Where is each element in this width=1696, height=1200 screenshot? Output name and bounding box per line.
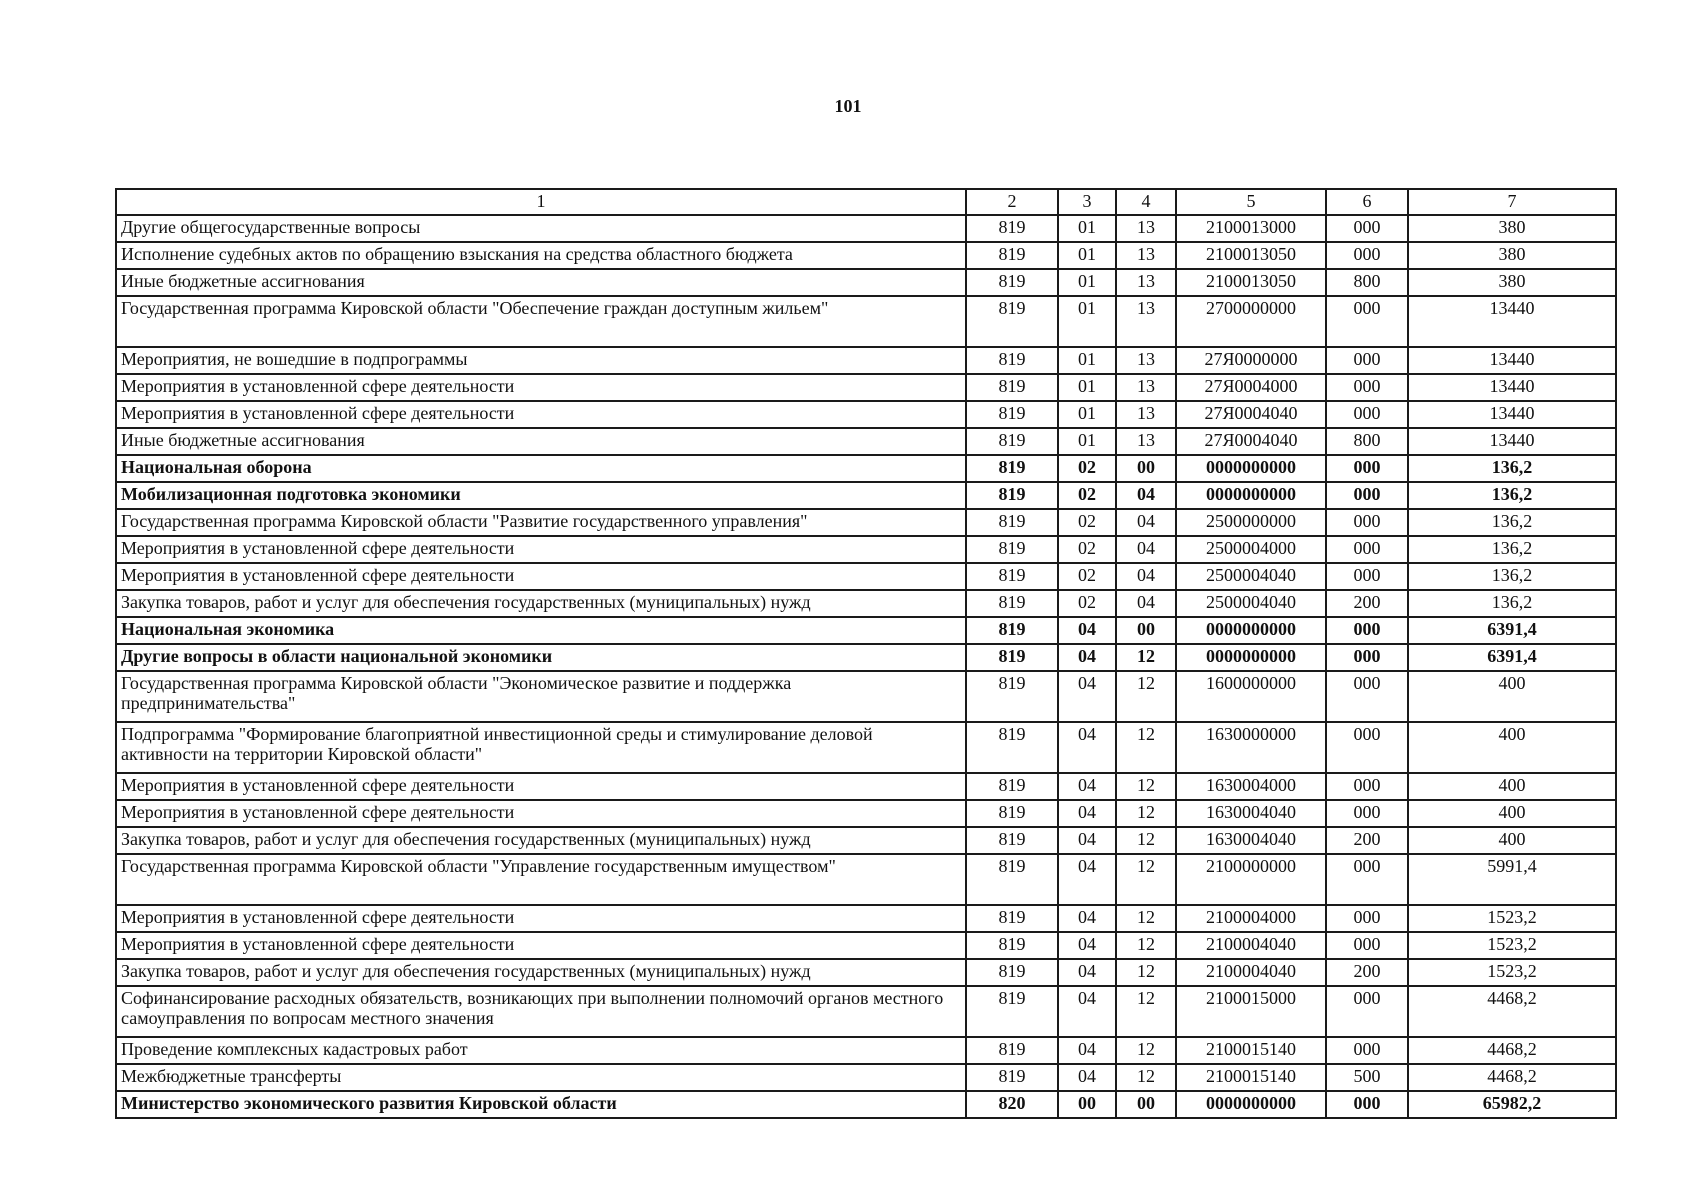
cell-target-article: 2500004040	[1176, 563, 1326, 590]
cell-expense-type: 000	[1326, 536, 1408, 563]
cell-amount: 136,2	[1408, 509, 1616, 536]
cell-expense-type: 000	[1326, 617, 1408, 644]
cell-code: 819	[966, 959, 1058, 986]
cell-amount: 1523,2	[1408, 932, 1616, 959]
column-header: 1	[116, 189, 966, 215]
cell-code: 819	[966, 455, 1058, 482]
table-row	[116, 932, 1616, 959]
table-row	[116, 617, 1616, 644]
table-row	[116, 1091, 1616, 1118]
table-row	[116, 269, 1616, 296]
cell-expense-type: 800	[1326, 269, 1408, 296]
row-name: Государственная программа Кировской области "Обеспечение граждан доступным жильем"	[116, 296, 966, 347]
cell-subsection: 04	[1116, 563, 1176, 590]
table-row	[116, 590, 1616, 617]
cell-amount: 380	[1408, 242, 1616, 269]
table-row	[116, 959, 1616, 986]
table-row	[116, 671, 1616, 722]
cell-expense-type: 000	[1326, 563, 1408, 590]
cell-target-article: 1630004040	[1176, 800, 1326, 827]
cell-subsection: 00	[1116, 1091, 1176, 1118]
cell-target-article: 1630004040	[1176, 827, 1326, 854]
cell-subsection: 12	[1116, 800, 1176, 827]
cell-expense-type: 000	[1326, 347, 1408, 374]
cell-subsection: 12	[1116, 959, 1176, 986]
cell-expense-type: 000	[1326, 986, 1408, 1037]
cell-code: 819	[966, 1064, 1058, 1091]
cell-expense-type: 000	[1326, 401, 1408, 428]
cell-section: 04	[1058, 800, 1116, 827]
row-name: Софинансирование расходных обязательств, возникающих при выполнении полномочий органов местного самоуправления по вопросам местного значения	[116, 986, 966, 1037]
cell-code: 819	[966, 536, 1058, 563]
cell-target-article: 2100004000	[1176, 905, 1326, 932]
cell-amount: 136,2	[1408, 590, 1616, 617]
table-row	[116, 722, 1616, 773]
table-row	[116, 242, 1616, 269]
column-header: 5	[1176, 189, 1326, 215]
cell-subsection: 13	[1116, 242, 1176, 269]
cell-code: 819	[966, 800, 1058, 827]
row-name: Подпрограмма "Формирование благоприятной инвестиционной среды и стимулирование деловой активности на территории Кировской области"	[116, 722, 966, 773]
cell-section: 04	[1058, 773, 1116, 800]
cell-target-article: 0000000000	[1176, 1091, 1326, 1118]
cell-target-article: 27Я0004040	[1176, 428, 1326, 455]
cell-amount: 400	[1408, 671, 1616, 722]
cell-target-article: 0000000000	[1176, 644, 1326, 671]
cell-amount: 380	[1408, 215, 1616, 242]
cell-amount: 380	[1408, 269, 1616, 296]
cell-code: 819	[966, 563, 1058, 590]
cell-target-article: 1630000000	[1176, 722, 1326, 773]
cell-code: 819	[966, 722, 1058, 773]
cell-subsection: 12	[1116, 671, 1176, 722]
row-name: Иные бюджетные ассигнования	[116, 428, 966, 455]
cell-section: 02	[1058, 536, 1116, 563]
cell-code: 819	[966, 296, 1058, 347]
cell-expense-type: 200	[1326, 827, 1408, 854]
cell-section: 01	[1058, 428, 1116, 455]
table-row	[116, 347, 1616, 374]
cell-subsection: 13	[1116, 269, 1176, 296]
cell-target-article: 2100015000	[1176, 986, 1326, 1037]
table-row	[116, 905, 1616, 932]
cell-code: 819	[966, 374, 1058, 401]
table-row	[116, 374, 1616, 401]
cell-code: 819	[966, 215, 1058, 242]
table-row	[116, 509, 1616, 536]
cell-expense-type: 800	[1326, 428, 1408, 455]
cell-amount: 13440	[1408, 296, 1616, 347]
cell-amount: 400	[1408, 773, 1616, 800]
header-row	[116, 189, 1616, 215]
cell-section: 02	[1058, 455, 1116, 482]
cell-section: 04	[1058, 722, 1116, 773]
cell-subsection: 12	[1116, 986, 1176, 1037]
cell-target-article: 2100013050	[1176, 242, 1326, 269]
row-name: Мероприятия в установленной сфере деятельности	[116, 905, 966, 932]
cell-section: 04	[1058, 617, 1116, 644]
cell-amount: 136,2	[1408, 536, 1616, 563]
cell-code: 819	[966, 347, 1058, 374]
cell-expense-type: 000	[1326, 722, 1408, 773]
row-name: Закупка товаров, работ и услуг для обеспечения государственных (муниципальных) нужд	[116, 590, 966, 617]
cell-section: 04	[1058, 827, 1116, 854]
table-body	[116, 215, 1616, 1118]
cell-code: 819	[966, 671, 1058, 722]
cell-subsection: 13	[1116, 215, 1176, 242]
cell-subsection: 13	[1116, 347, 1176, 374]
cell-code: 819	[966, 401, 1058, 428]
cell-subsection: 12	[1116, 773, 1176, 800]
cell-section: 02	[1058, 590, 1116, 617]
row-name: Межбюджетные трансферты	[116, 1064, 966, 1091]
cell-target-article: 2100013000	[1176, 215, 1326, 242]
row-name: Другие общегосударственные вопросы	[116, 215, 966, 242]
page-number: 101	[834, 96, 862, 116]
cell-subsection: 04	[1116, 509, 1176, 536]
cell-code: 819	[966, 827, 1058, 854]
cell-amount: 5991,4	[1408, 854, 1616, 905]
table-row	[116, 800, 1616, 827]
cell-amount: 1523,2	[1408, 905, 1616, 932]
cell-expense-type: 000	[1326, 242, 1408, 269]
table-row	[116, 482, 1616, 509]
cell-section: 01	[1058, 269, 1116, 296]
cell-section: 01	[1058, 215, 1116, 242]
cell-section: 04	[1058, 671, 1116, 722]
cell-code: 819	[966, 854, 1058, 905]
table-row	[116, 986, 1616, 1037]
row-name: Другие вопросы в области национальной экономики	[116, 644, 966, 671]
table-row	[116, 1064, 1616, 1091]
cell-expense-type: 200	[1326, 959, 1408, 986]
cell-target-article: 27Я0004000	[1176, 374, 1326, 401]
cell-code: 819	[966, 1037, 1058, 1064]
cell-amount: 400	[1408, 722, 1616, 773]
cell-expense-type: 000	[1326, 854, 1408, 905]
cell-subsection: 12	[1116, 854, 1176, 905]
table-row	[116, 296, 1616, 347]
table-row	[116, 536, 1616, 563]
cell-amount: 400	[1408, 800, 1616, 827]
cell-target-article: 2100004040	[1176, 932, 1326, 959]
cell-code: 819	[966, 242, 1058, 269]
cell-amount: 136,2	[1408, 455, 1616, 482]
cell-subsection: 12	[1116, 644, 1176, 671]
column-header: 3	[1058, 189, 1116, 215]
cell-expense-type: 000	[1326, 374, 1408, 401]
table-row	[116, 455, 1616, 482]
cell-subsection: 13	[1116, 401, 1176, 428]
cell-section: 02	[1058, 563, 1116, 590]
row-name: Министерство экономического развития Кировской области	[116, 1091, 966, 1118]
cell-expense-type: 000	[1326, 773, 1408, 800]
cell-section: 02	[1058, 509, 1116, 536]
table-row	[116, 773, 1616, 800]
row-name: Иные бюджетные ассигнования	[116, 269, 966, 296]
cell-code: 820	[966, 1091, 1058, 1118]
cell-code: 819	[966, 617, 1058, 644]
cell-subsection: 13	[1116, 296, 1176, 347]
cell-section: 04	[1058, 986, 1116, 1037]
table-row	[116, 563, 1616, 590]
cell-section: 04	[1058, 932, 1116, 959]
column-header: 7	[1408, 189, 1616, 215]
table-row	[116, 428, 1616, 455]
cell-expense-type: 000	[1326, 455, 1408, 482]
column-header: 2	[966, 189, 1058, 215]
cell-subsection: 13	[1116, 374, 1176, 401]
cell-subsection: 04	[1116, 536, 1176, 563]
cell-target-article: 27Я0004040	[1176, 401, 1326, 428]
cell-target-article: 2500004040	[1176, 590, 1326, 617]
cell-amount: 6391,4	[1408, 617, 1616, 644]
cell-subsection: 12	[1116, 1064, 1176, 1091]
cell-expense-type: 000	[1326, 215, 1408, 242]
row-name: Закупка товаров, работ и услуг для обеспечения государственных (муниципальных) нужд	[116, 959, 966, 986]
cell-expense-type: 000	[1326, 509, 1408, 536]
row-name: Мероприятия в установленной сфере деятельности	[116, 932, 966, 959]
cell-section: 01	[1058, 374, 1116, 401]
row-name: Исполнение судебных актов по обращению взыскания на средства областного бюджета	[116, 242, 966, 269]
budget-table	[115, 188, 1617, 1119]
row-name: Мероприятия, не вошедшие в подпрограммы	[116, 347, 966, 374]
row-name: Мероприятия в установленной сфере деятельности	[116, 563, 966, 590]
cell-expense-type: 000	[1326, 296, 1408, 347]
cell-section: 01	[1058, 401, 1116, 428]
cell-section: 01	[1058, 242, 1116, 269]
cell-amount: 4468,2	[1408, 986, 1616, 1037]
row-name: Государственная программа Кировской области "Развитие государственного управления"	[116, 509, 966, 536]
cell-code: 819	[966, 905, 1058, 932]
row-name: Закупка товаров, работ и услуг для обеспечения государственных (муниципальных) нужд	[116, 827, 966, 854]
cell-code: 819	[966, 428, 1058, 455]
cell-amount: 400	[1408, 827, 1616, 854]
cell-target-article: 2500004000	[1176, 536, 1326, 563]
cell-amount: 136,2	[1408, 482, 1616, 509]
cell-code: 819	[966, 986, 1058, 1037]
row-name: Мероприятия в установленной сфере деятельности	[116, 536, 966, 563]
table-row	[116, 1037, 1616, 1064]
cell-expense-type: 200	[1326, 590, 1408, 617]
cell-amount: 13440	[1408, 374, 1616, 401]
cell-amount: 6391,4	[1408, 644, 1616, 671]
cell-subsection: 00	[1116, 617, 1176, 644]
row-name: Мероприятия в установленной сфере деятельности	[116, 401, 966, 428]
row-name: Мероприятия в установленной сфере деятельности	[116, 773, 966, 800]
cell-amount: 13440	[1408, 428, 1616, 455]
cell-expense-type: 000	[1326, 1091, 1408, 1118]
cell-code: 819	[966, 773, 1058, 800]
table-row	[116, 854, 1616, 905]
table-row	[116, 827, 1616, 854]
cell-target-article: 2500000000	[1176, 509, 1326, 536]
cell-section: 04	[1058, 644, 1116, 671]
cell-target-article: 0000000000	[1176, 482, 1326, 509]
column-header: 4	[1116, 189, 1176, 215]
cell-target-article: 2100015140	[1176, 1064, 1326, 1091]
cell-section: 01	[1058, 347, 1116, 374]
cell-subsection: 12	[1116, 932, 1176, 959]
row-name: Проведение комплексных кадастровых работ	[116, 1037, 966, 1064]
cell-code: 819	[966, 482, 1058, 509]
table-row	[116, 644, 1616, 671]
cell-expense-type: 000	[1326, 644, 1408, 671]
cell-section: 04	[1058, 1037, 1116, 1064]
cell-section: 04	[1058, 854, 1116, 905]
cell-target-article: 2100000000	[1176, 854, 1326, 905]
cell-target-article: 2100013050	[1176, 269, 1326, 296]
cell-expense-type: 000	[1326, 1037, 1408, 1064]
cell-code: 819	[966, 269, 1058, 296]
row-name: Мобилизационная подготовка экономики	[116, 482, 966, 509]
table-row	[116, 401, 1616, 428]
cell-section: 04	[1058, 1064, 1116, 1091]
cell-code: 819	[966, 590, 1058, 617]
cell-subsection: 13	[1116, 428, 1176, 455]
cell-amount: 4468,2	[1408, 1064, 1616, 1091]
row-name: Государственная программа Кировской области "Управление государственным имуществом"	[116, 854, 966, 905]
cell-expense-type: 500	[1326, 1064, 1408, 1091]
cell-amount: 1523,2	[1408, 959, 1616, 986]
cell-section: 02	[1058, 482, 1116, 509]
cell-section: 04	[1058, 959, 1116, 986]
cell-expense-type: 000	[1326, 905, 1408, 932]
table-row	[116, 215, 1616, 242]
cell-target-article: 2100015140	[1176, 1037, 1326, 1064]
cell-expense-type: 000	[1326, 800, 1408, 827]
cell-code: 819	[966, 509, 1058, 536]
row-name: Национальная оборона	[116, 455, 966, 482]
cell-target-article: 0000000000	[1176, 455, 1326, 482]
cell-subsection: 04	[1116, 590, 1176, 617]
cell-amount: 65982,2	[1408, 1091, 1616, 1118]
row-name: Мероприятия в установленной сфере деятельности	[116, 800, 966, 827]
row-name: Национальная экономика	[116, 617, 966, 644]
cell-amount: 13440	[1408, 347, 1616, 374]
cell-section: 00	[1058, 1091, 1116, 1118]
cell-subsection: 12	[1116, 827, 1176, 854]
cell-subsection: 04	[1116, 482, 1176, 509]
cell-subsection: 12	[1116, 1037, 1176, 1064]
cell-subsection: 00	[1116, 455, 1176, 482]
cell-code: 819	[966, 644, 1058, 671]
column-header: 6	[1326, 189, 1408, 215]
cell-section: 01	[1058, 296, 1116, 347]
cell-amount: 13440	[1408, 401, 1616, 428]
cell-target-article: 27Я0000000	[1176, 347, 1326, 374]
cell-expense-type: 000	[1326, 482, 1408, 509]
cell-expense-type: 000	[1326, 932, 1408, 959]
row-name: Мероприятия в установленной сфере деятельности	[116, 374, 966, 401]
cell-subsection: 12	[1116, 905, 1176, 932]
row-name: Государственная программа Кировской области "Экономическое развитие и поддержка предпринимательства"	[116, 671, 966, 722]
cell-expense-type: 000	[1326, 671, 1408, 722]
cell-section: 04	[1058, 905, 1116, 932]
cell-target-article: 0000000000	[1176, 617, 1326, 644]
cell-target-article: 1630004000	[1176, 773, 1326, 800]
cell-amount: 136,2	[1408, 563, 1616, 590]
cell-target-article: 2700000000	[1176, 296, 1326, 347]
cell-subsection: 12	[1116, 722, 1176, 773]
cell-target-article: 1600000000	[1176, 671, 1326, 722]
cell-amount: 4468,2	[1408, 1037, 1616, 1064]
cell-target-article: 2100004040	[1176, 959, 1326, 986]
cell-code: 819	[966, 932, 1058, 959]
